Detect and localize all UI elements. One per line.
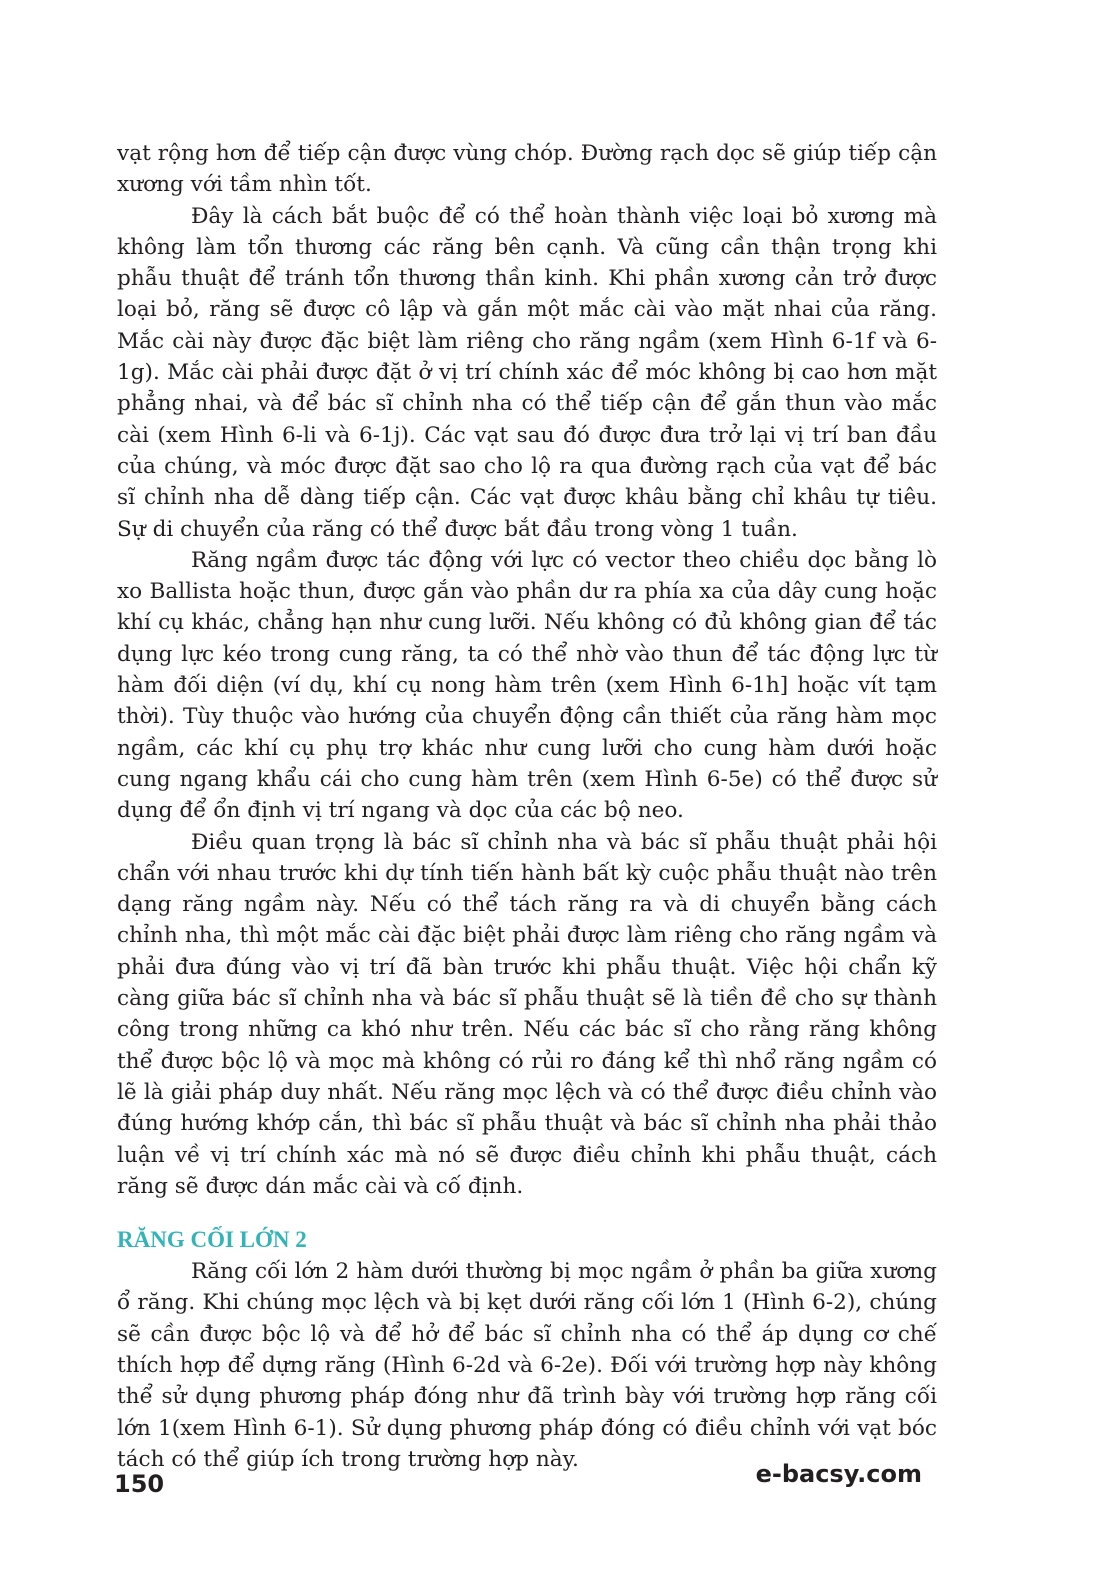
paragraph-consultation: Điều quan trọng là bác sĩ chỉnh nha và bác sĩ phẫu thuật phải hội chẩn với nhau trước khi dự tính tiến hành bất kỳ cuộc phẫu thuật nào trên dạng răng ngầm này. Nếu có thể tách răng ra và di chuyển bằng cách chỉnh nha, thì một mắc cài đặc biệt phải được làm riêng cho răng ngầm và phải đưa đúng vào vị trí đã bàn trước khi phẫu thuật. Việc hội chẩn kỹ càng giữa bác sĩ chỉnh nha và bác sĩ phẫu thuật sẽ là tiền đề cho sự thành công trong những ca khó như trên. Nếu các bác sĩ cho rằng răng không thể được bộc lộ và mọc mà không có rủi ro đáng kể thì nhổ răng ngầm có lẽ là giải pháp duy nhất. Nếu răng mọc lệch và có thể được điều chỉnh vào đúng hướng khớp cắn, thì bác sĩ phẫu thuật và bác sĩ chỉnh nha phải thảo luận về vị trí chính xác mà nó sẽ được điều chỉnh khi phẫu thuật, cách răng sẽ được dán mắc cài và cố định.	[117, 829, 937, 1199]
paragraph-force-vector: Răng ngầm được tác động với lực có vector theo chiều dọc bằng lò xo Ballista hoặc thun, được gắn vào phần dư ra phía xa của dây cung hoặc khí cụ khác, chẳng hạn như cung lưỡi. Nếu không có đủ không gian để tác dụng lực kéo trong cung răng, ta có thể nhờ vào thun để tác động lực từ hàm đối diện (ví dụ, khí cụ nong hàm trên (xem Hình 6-1h] hoặc vít tạm thời). Tùy thuộc vào hướng của chuyển động cần thiết của răng hàm mọc ngầm, các khí cụ phụ trợ khác như cung lưỡi cho cung hàm dưới hoặc cung ngang khẩu cái cho cung hàm trên (xem Hình 6-5e) có thể được sử dụng để ổn định vị trí ngang và dọc của các bộ neo.	[117, 547, 937, 824]
page-number: 150	[114, 1470, 165, 1498]
paragraph-second-molar: Răng cối lớn 2 hàm dưới thường bị mọc ngầm ở phần ba giữa xương ổ răng. Khi chúng mọc lệch và bị kẹt dưới răng cối lớn 1 (Hình 6-2), chúng sẽ cần được bộc lộ và để hở để bác sĩ chỉnh nha có thể áp dụng cơ chế thích hợp để dựng răng (Hình 6-2d và 6-2e). Đối với trường hợp này không thể sử dụng phương pháp đóng như đã trình bày với trường hợp răng cối lớn 1(xem Hình 6-1). Sử dụng phương pháp đóng có điều chỉnh với vạt bóc tách có thể giúp ích trong trường hợp này.	[117, 1259, 937, 1472]
site-name: e-bacsy.com	[755, 1460, 922, 1488]
page-body	[117, 138, 937, 1475]
paragraph-bone-removal: Đây là cách bắt buộc để có thể hoàn thành việc loại bỏ xương mà không làm tổn thương các răng bên cạnh. Và cũng cần thận trọng khi phẫu thuật để tránh tổn thương thần kinh. Khi phần xương cản trở được loại bỏ, răng sẽ được cô lập và gắn một mắc cài vào mặt nhai của răng. Mắc cài này được đặc biệt làm riêng cho răng ngầm (xem Hình 6-1f và 6-1g). Mắc cài phải được đặt ở vị trí chính xác để móc không bị cao hơn mặt phẳng nhai, và để bác sĩ chỉnh nha có thể tiếp cận để gắn thun vào mắc cài (xem Hình 6-li và 6-1j). Các vạt sau đó được đưa trở lại vị trí ban đầu của chúng, và móc được đặt sao cho lộ ra qua đường rạch của vạt để bác sĩ chỉnh nha dễ dàng tiếp cận. Các vạt được khâu bằng chỉ khâu tự tiêu. Sự di chuyển của răng có thể được bắt đầu trong vòng 1 tuần.	[117, 203, 937, 542]
paragraph-continuation: vạt rộng hơn để tiếp cận được vùng chóp. Đường rạch dọc sẽ giúp tiếp cận xương với tầm nhìn tốt.	[117, 141, 937, 198]
section-heading: RĂNG CỐI LỚN 2	[117, 1227, 307, 1253]
